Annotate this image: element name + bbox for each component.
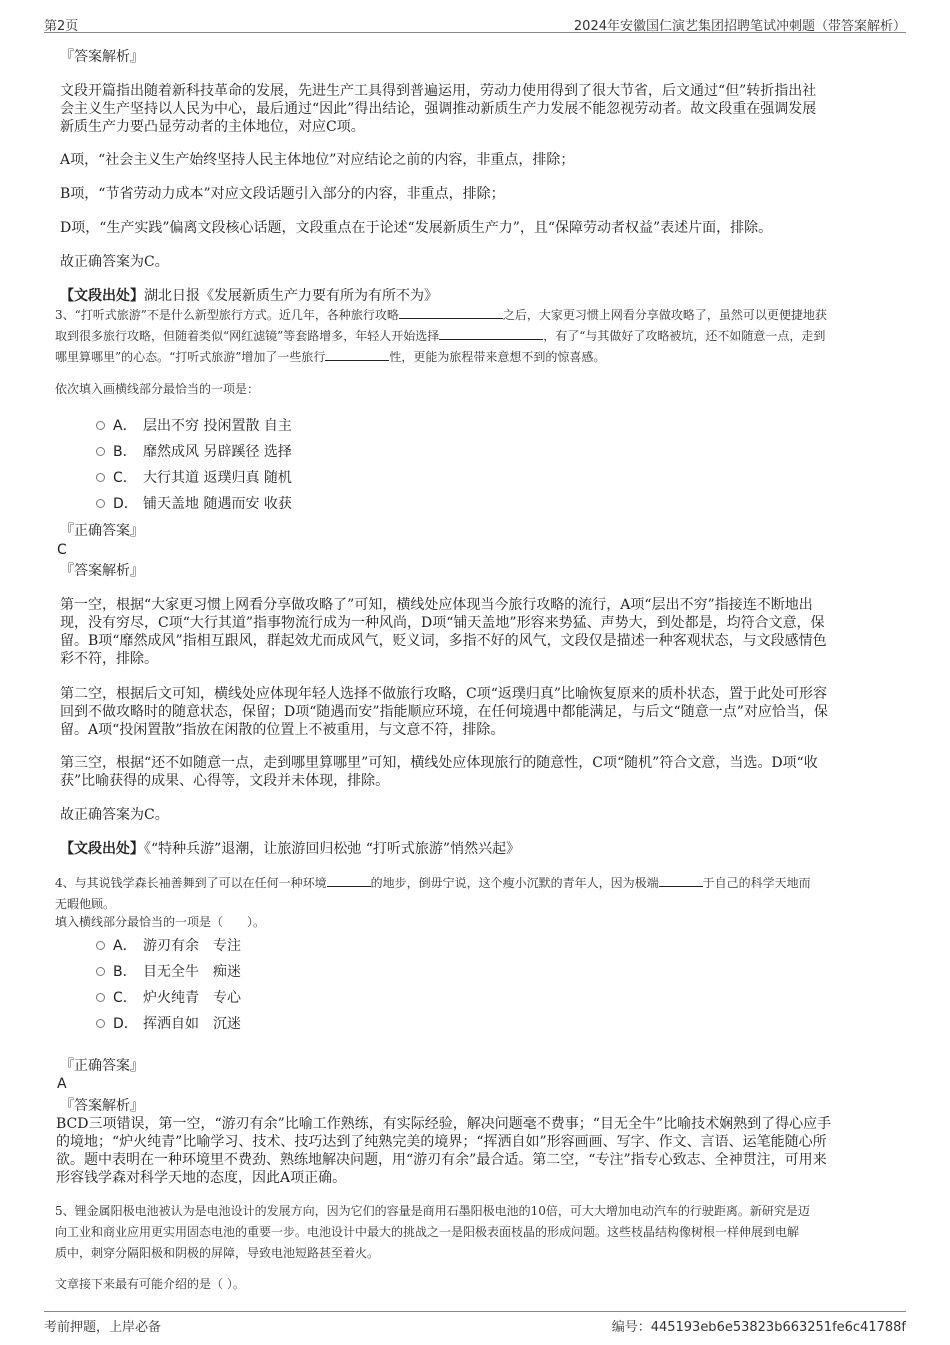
source-text: 湖北日报《发展新质生产力要有所为有所不为》 (144, 288, 438, 304)
fill-blank (325, 347, 389, 361)
text-line: 现，没有穷尽，C项“大行其道”指事物流行成为一种风尚，D项“铺天盖地”形容来势猛、声势大，到处都是，均符合文意，保 (60, 615, 825, 631)
text-segment: 的地步，倒毋宁说，这个瘦小沉默的青年人，因为极端 (370, 876, 659, 890)
option-text: 游刃有余 专注 (143, 938, 241, 954)
radio-icon[interactable] (96, 941, 105, 950)
fill-blank (659, 873, 703, 887)
text-segment: 4、与其说钱学森长袖善舞到了可以在任何一种环境 (55, 876, 327, 890)
q3-correct-label: 『正确答案』 (60, 523, 144, 539)
option-letter: A． (113, 418, 137, 434)
text-line: 第三空，根据“还不如随意一点，走到哪里算哪里”可知，横线处应体现旅行的随意性，C项“随机”符合文意，当选。D项“收 (60, 755, 818, 771)
source-tag: 【文段出处】 (60, 288, 144, 304)
text-line: 留。A项“投闲置散”指放在闲散的位置上不被重用，与文意不符，排除。 (60, 722, 505, 738)
text-segment: 之后，大家更习惯上网看分享做攻略了，虽然可以更便捷地获 (502, 308, 827, 322)
text-line: 文段开篇指出随着新科技革命的发展，先进生产工具得到普遍运用，劳动力使用得到了很大节省，后文通过“但”转折指出社 (60, 83, 817, 99)
radio-icon[interactable] (96, 421, 105, 430)
text-segment: 性，更能为旅程带来意想不到的惊喜感。 (389, 350, 606, 364)
q3-option-c[interactable] (96, 469, 292, 487)
q2-analysis-paragraph (60, 82, 900, 136)
option-text: 层出不穷 投闲置散 自主 (143, 418, 292, 434)
q2-option-b-analysis: B项，“节省劳动力成本”对应文段话题引入部分的内容，非重点，排除； (60, 186, 505, 202)
text-line: 获”比喻获得的成果、心得等，文段并未体现，排除。 (60, 773, 390, 789)
fill-blank (439, 326, 543, 340)
source-tag: 【文段出处】 (60, 841, 144, 857)
option-text: 大行其道 返璞归真 随机 (143, 470, 292, 486)
text-segment: 于自己的科学天地而 (702, 876, 811, 890)
option-letter: D． (113, 496, 138, 512)
text-line (55, 326, 900, 347)
radio-icon[interactable] (96, 499, 105, 508)
option-letter: B． (113, 444, 137, 460)
option-text: 挥洒自如 沉迷 (143, 1016, 241, 1032)
text-line: 第二空，根据后文可知，横线处应体现年轻人选择不做旅行攻略，C项“返璞归真”比喻恢复原来的质朴状态，置于此处可形容 (60, 686, 828, 702)
option-text: 铺天盖地 随遇而安 收获 (143, 496, 292, 512)
q4-option-b[interactable] (96, 963, 241, 981)
text-line (55, 347, 900, 368)
q3-stem (55, 305, 900, 368)
text-segment: 哪里算哪里”的心态。“打听式旅游”增加了一些旅行 (55, 350, 326, 364)
fill-blank (327, 873, 371, 887)
text-line: 5、锂金属阳极电池被认为是电池设计的发展方向，因为它们的容量是商用石墨阳极电池的10倍，可大大增加电动汽车的行驶距离。新研究是迈 (55, 1204, 810, 1218)
text-line: 的境地；“炉火纯青”比喻学习、技术、技巧达到了纯熟完美的境界；“挥洒自如”形容画画、写字、作文、言语、运笔能随心所 (56, 1134, 827, 1150)
text-line: 无暇他顾。 (55, 897, 116, 911)
q4-correct-answer: A (57, 1076, 67, 1092)
page-header (44, 12, 906, 33)
page-number: 第2页 (44, 19, 79, 34)
document-id: 编号：445193eb6e53823b663251fe6c41788f (611, 1320, 906, 1335)
q3-analysis-blank1 (60, 596, 900, 668)
radio-icon[interactable] (96, 1019, 105, 1028)
option-letter: A． (113, 938, 137, 954)
option-letter: C． (113, 990, 137, 1006)
q3-analysis-label: 『答案解析』 (60, 563, 144, 579)
q3-conclusion: 故正确答案为C。 (60, 807, 169, 823)
q4-prompt: 填入横线部分最恰当的一项是（ ）。 (55, 915, 266, 929)
text-segment: 3、“打听式旅游”不是什么新型旅行方式。近几年，各种旅行攻略 (55, 308, 399, 322)
radio-icon[interactable] (96, 993, 105, 1002)
text-line: 质中，刺穿分隔阳极和阴极的屏障，导致电池短路甚至着火。 (55, 1246, 380, 1260)
q3-prompt: 依次填入画横线部分最恰当的一项是： (55, 382, 260, 396)
text-line: 形容钱学森对科学天地的态度，因此A项正确。 (56, 1170, 347, 1186)
option-letter: B． (113, 964, 137, 980)
q4-correct-label: 『正确答案』 (60, 1058, 144, 1074)
text-line: BCD三项错误，第一空，“游刃有余”比喻工作熟练，有实际经验，解决问题毫不费事；“目无全牛”比喻技术娴熟到了得心应手 (56, 1116, 832, 1132)
q3-option-b[interactable] (96, 443, 292, 461)
q4-option-c[interactable] (96, 989, 241, 1007)
text-line: 新质生产力要凸显劳动者的主体地位，对应C项。 (60, 119, 365, 135)
q4-stem (55, 873, 900, 915)
text-line: 欲。题中表明在一种环境里不费劲、熟练地解决问题，用“游刃有余”最合适。第二空，“专注”指专心致志、全神贯注，可用来 (56, 1152, 827, 1168)
radio-icon[interactable] (96, 447, 105, 456)
text-line (55, 873, 900, 894)
q2-source (60, 287, 438, 305)
text-line: 向工业和商业应用更实用固态电池的重要一步。电池设计中最大的挑战之一是阳极表面枝晶的形成问题。这些枝晶结构像树根一样伸展到电解 (55, 1225, 800, 1239)
q2-option-d-analysis: D项，“生产实践”偏离文段核心话题，文段重点在于论述“发展新质生产力”，且“保障劳动者权益”表述片面，排除。 (60, 220, 773, 236)
q4-option-a[interactable] (96, 937, 241, 955)
option-text: 靡然成风 另辟蹊径 选择 (143, 444, 292, 460)
option-letter: C． (113, 470, 137, 486)
text-line: 第一空，根据“大家更习惯上网看分享做攻略了”可知，横线处应体现当今旅行攻略的流行，A项“层出不穷”指接连不断地出 (60, 597, 813, 613)
footer-slogan: 考前押题，上岸必备 (44, 1320, 162, 1335)
q3-correct-answer: C (57, 542, 67, 558)
text-segment: ，有了“与其做好了攻略被坑，还不如随意一点，走到 (543, 329, 826, 343)
q5-prompt: 文章接下来最有可能介绍的是（ ）。 (55, 1277, 245, 1291)
q3-option-a[interactable] (96, 417, 292, 435)
radio-icon[interactable] (96, 473, 105, 482)
q3-analysis-blank2 (60, 685, 900, 739)
q2-conclusion: 故正确答案为C。 (60, 254, 169, 270)
q2-analysis-label: 『答案解析』 (60, 49, 144, 65)
text-line: 会主义生产坚持以人民为中心，最后通过“因此”得出结论，强调推动新质生产力发展不能忽视劳动者。故文段重在强调发展 (60, 101, 817, 117)
q3-analysis-blank3 (60, 754, 900, 790)
text-line: 彩不符，排除。 (60, 651, 158, 667)
fill-blank (399, 305, 503, 319)
radio-icon[interactable] (96, 967, 105, 976)
source-text: 《“特种兵游”退潮，让旅游回归松弛 “打听式旅游”悄然兴起》 (144, 841, 521, 857)
option-text: 目无全牛 痴迷 (143, 964, 241, 980)
option-letter: D． (113, 1016, 138, 1032)
q2-option-a-analysis: A项，“社会主义生产始终坚持人民主体地位”对应结论之前的内容，非重点，排除； (60, 152, 575, 168)
q4-analysis-label: 『答案解析』 (60, 1098, 144, 1114)
text-segment: 取到很多旅行攻略，但随着类似“网红滤镜”等套路增多，年轻人开始选择 (55, 329, 440, 343)
page-footer (44, 1311, 906, 1334)
document-title: 2024年安徽国仁演艺集团招聘笔试冲刺题（带答案解析） (573, 19, 906, 34)
q3-source (60, 840, 520, 858)
text-line: 回到不做攻略时的随意状态，保留；D项“随遇而安”指能顺应环境，在任何境遇中都能满足，与后文“随意一点”对应恰当，保 (60, 704, 828, 720)
q5-stem (55, 1201, 905, 1264)
option-text: 炉火纯青 专心 (143, 990, 241, 1006)
q4-analysis (56, 1115, 901, 1187)
q4-option-d[interactable] (96, 1015, 241, 1033)
text-line (55, 305, 900, 326)
text-line: 留。B项“靡然成风”指相互跟风，群起效尤而成风气，贬义词，多指不好的风气，文段仅是描述一种客观状态，与文段感情色 (60, 633, 827, 649)
q3-option-d[interactable] (96, 495, 292, 513)
